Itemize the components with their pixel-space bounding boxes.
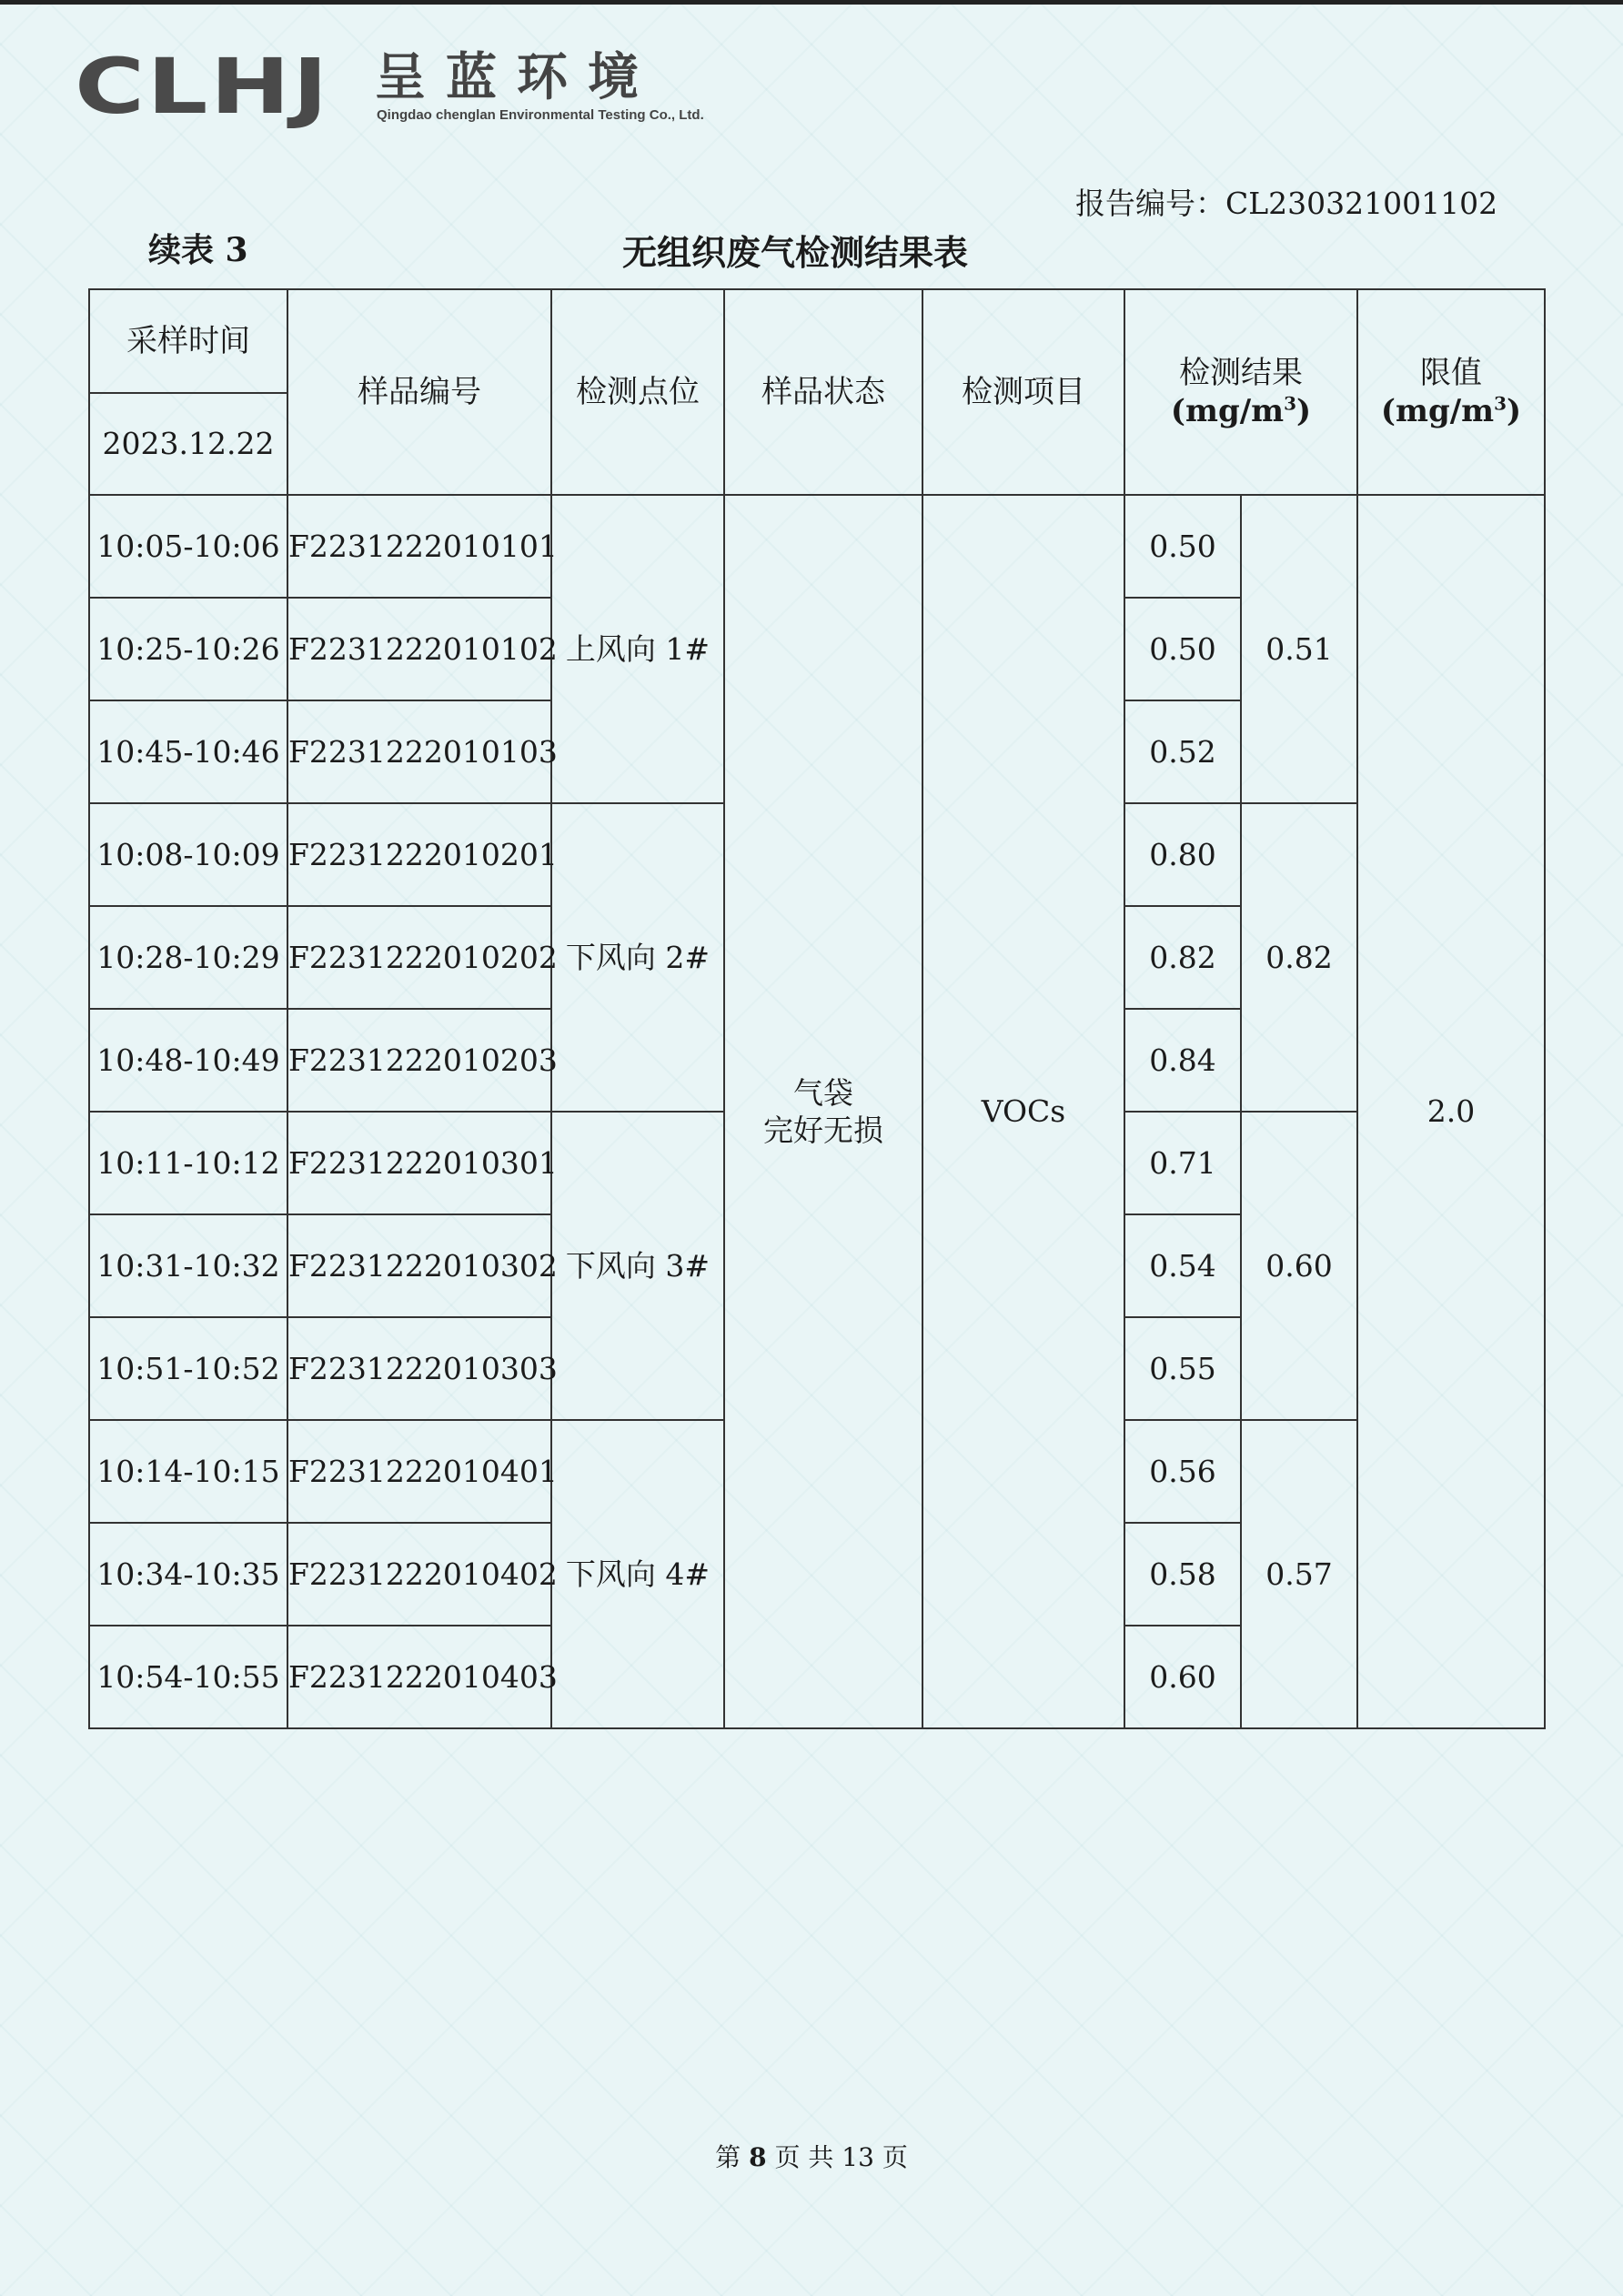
sampling-time-cell: 10:34-10:35	[89, 1523, 287, 1626]
header-sampling-date: 2023.12.22	[89, 393, 287, 495]
sampling-time-cell: 10:45-10:46	[89, 700, 287, 803]
result-value-cell: 0.54	[1124, 1214, 1241, 1317]
limit-value-cell: 2.0	[1357, 495, 1545, 1728]
sample-id-cell: F2231222010303	[287, 1317, 551, 1420]
table-title: 无组织废气检测结果表	[622, 232, 969, 273]
sample-id-cell: F2231222010101	[287, 495, 551, 598]
sampling-time-cell: 10:11-10:12	[89, 1112, 287, 1214]
header-test-result	[1124, 289, 1357, 495]
result-value-cell: 0.84	[1124, 1009, 1241, 1112]
test-item-cell: VOCs	[922, 495, 1124, 1728]
result-average-cell: 0.51	[1241, 495, 1357, 803]
sample-state-line-1: 气袋	[793, 1074, 853, 1111]
result-value-cell: 0.58	[1124, 1523, 1241, 1626]
sample-state-cell	[724, 495, 922, 1728]
header-monitoring-point: 检测点位	[551, 289, 724, 495]
monitoring-point-cell: 下风向 4#	[551, 1420, 724, 1728]
result-value-cell: 0.52	[1124, 700, 1241, 803]
page-footer: 第 8 页 共 13 页	[715, 2142, 908, 2172]
sample-id-cell: F2231222010401	[287, 1420, 551, 1523]
sampling-time-cell: 10:14-10:15	[89, 1420, 287, 1523]
sampling-time-cell: 10:05-10:06	[89, 495, 287, 598]
sample-id-cell: F2231222010302	[287, 1214, 551, 1317]
continued-table-label: 续表 3	[148, 231, 248, 269]
header-sample-id: 样品编号	[287, 289, 551, 495]
header-test-result-label: 检测结果	[1179, 354, 1303, 391]
monitoring-point-cell: 上风向 1#	[551, 495, 724, 803]
result-value-cell: 0.80	[1124, 803, 1241, 906]
total-pages: 13	[842, 2142, 874, 2172]
sample-id-cell: F2231222010202	[287, 906, 551, 1009]
result-value-cell: 0.82	[1124, 906, 1241, 1009]
sample-id-cell: F2231222010103	[287, 700, 551, 803]
result-value-cell: 0.56	[1124, 1420, 1241, 1523]
header-test-result-unit: $(mg/m^3)$	[1170, 392, 1312, 429]
sample-id-cell: F2231222010301	[287, 1112, 551, 1214]
sampling-time-cell: 10:08-10:09	[89, 803, 287, 906]
result-average-cell: 0.60	[1241, 1112, 1357, 1420]
sample-id-cell: F2231222010102	[287, 598, 551, 700]
sample-id-cell: F2231222010402	[287, 1523, 551, 1626]
logo-english-name: Qingdao chenglan Environmental Testing Co., Ltd.	[377, 107, 704, 123]
logo-mark: CLHJ	[75, 42, 330, 131]
result-value-cell: 0.71	[1124, 1112, 1241, 1214]
monitoring-point-cell: 下风向 3#	[551, 1112, 724, 1420]
header-limit	[1357, 289, 1545, 495]
sampling-time-cell: 10:25-10:26	[89, 598, 287, 700]
monitoring-point-cell: 下风向 2#	[551, 803, 724, 1112]
sampling-time-cell: 10:54-10:55	[89, 1626, 287, 1728]
current-page: 8	[749, 2142, 767, 2172]
header-limit-label: 限值	[1420, 354, 1482, 391]
sample-id-cell: F2231222010203	[287, 1009, 551, 1112]
sampling-time-cell: 10:51-10:52	[89, 1317, 287, 1420]
header-sample-state: 样品状态	[724, 289, 922, 495]
report-number-value: CL230321001102	[1225, 186, 1498, 221]
result-value-cell: 0.55	[1124, 1317, 1241, 1420]
report-number	[1075, 180, 1497, 223]
sampling-time-cell: 10:31-10:32	[89, 1214, 287, 1317]
sample-id-cell: F2231222010201	[287, 803, 551, 906]
results-table	[88, 288, 1546, 1729]
header-sampling-time: 采样时间	[89, 289, 287, 393]
report-number-label: 报告编号：	[1075, 186, 1225, 221]
result-average-cell: 0.57	[1241, 1420, 1357, 1728]
sample-state-line-2: 完好无损	[763, 1113, 883, 1148]
sampling-time-cell: 10:48-10:49	[89, 1009, 287, 1112]
sampling-time-cell: 10:28-10:29	[89, 906, 287, 1009]
header-test-item: 检测项目	[922, 289, 1124, 495]
top-edge	[0, 0, 1623, 5]
result-value-cell: 0.60	[1124, 1626, 1241, 1728]
logo-chinese-name: 呈蓝环境	[375, 48, 659, 107]
table-row	[89, 495, 1545, 598]
header-limit-unit: $(mg/m^3)$	[1380, 392, 1522, 429]
sample-id-cell: F2231222010403	[287, 1626, 551, 1728]
result-value-cell: 0.50	[1124, 598, 1241, 700]
result-value-cell: 0.50	[1124, 495, 1241, 598]
result-average-cell: 0.82	[1241, 803, 1357, 1112]
